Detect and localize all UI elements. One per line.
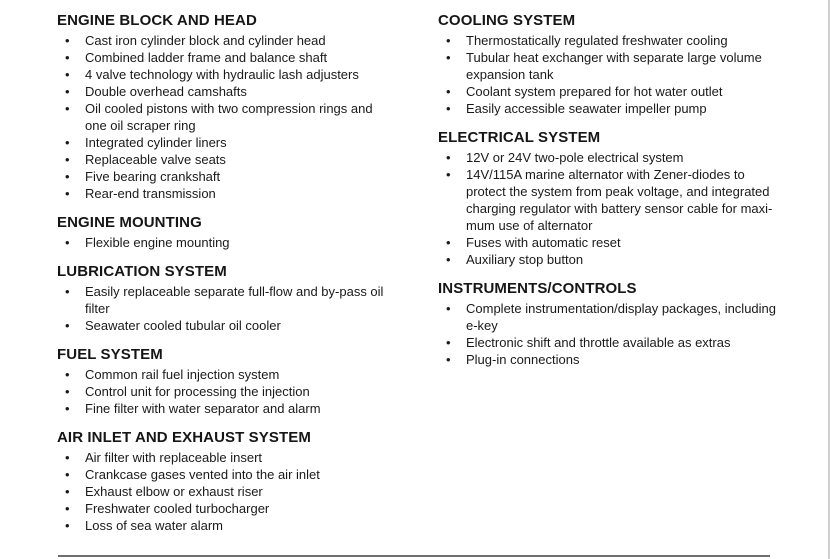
spec-item xyxy=(57,366,390,383)
spec-item-text: Control unit for processing the injection xyxy=(85,384,310,399)
bullet-icon: • xyxy=(446,235,451,250)
spec-item xyxy=(57,400,390,417)
bullet-icon: • xyxy=(65,484,70,499)
spec-item xyxy=(438,334,778,351)
spec-item-text: Thermostatically regulated freshwater cooling xyxy=(466,33,728,48)
bullet-icon: • xyxy=(65,367,70,382)
bullet-icon: • xyxy=(65,284,70,299)
spec-list xyxy=(57,366,390,417)
bullet-icon: • xyxy=(446,33,451,48)
spec-section xyxy=(57,429,390,534)
bullet-icon: • xyxy=(65,401,70,416)
bullet-icon: • xyxy=(65,50,70,65)
bullet-icon: • xyxy=(65,169,70,184)
spec-item xyxy=(438,234,778,251)
spec-item xyxy=(57,317,390,334)
section-title: ENGINE MOUNTING xyxy=(57,214,202,231)
bullet-icon: • xyxy=(446,150,451,165)
spec-item xyxy=(57,517,390,534)
spec-item-text: Double overhead camshafts xyxy=(85,84,247,99)
spec-item-text: 14V/115A marine alternator with Zener-diodes to protect the system from peak voltage, and integrated charging regulator with battery sensor cable for maximum use of alternator xyxy=(466,167,773,233)
bullet-icon: • xyxy=(65,101,70,116)
bullet-icon: • xyxy=(446,301,451,316)
spec-item xyxy=(57,151,390,168)
spec-item-text: Seawater cooled tubular oil cooler xyxy=(85,318,281,333)
spec-item xyxy=(57,49,390,66)
spec-section xyxy=(438,129,778,268)
spec-item xyxy=(57,283,390,317)
spec-list xyxy=(438,300,778,368)
spec-item-text: Cast iron cylinder block and cylinder head xyxy=(85,33,326,48)
bullet-icon: • xyxy=(446,167,451,182)
bullet-icon: • xyxy=(446,352,451,367)
spec-item-text: Easily replaceable separate full-flow and by-pass oil filter xyxy=(85,284,384,316)
bullet-icon: • xyxy=(65,67,70,82)
spec-item xyxy=(57,32,390,49)
bullet-icon: • xyxy=(65,384,70,399)
spec-item-text: Integrated cylinder liners xyxy=(85,135,227,150)
bottom-divider xyxy=(58,555,770,557)
spec-item xyxy=(438,251,778,268)
bullet-icon: • xyxy=(65,33,70,48)
bullet-icon: • xyxy=(65,135,70,150)
section-title: FUEL SYSTEM xyxy=(57,346,163,363)
spec-item xyxy=(57,100,390,134)
spec-item xyxy=(57,234,390,251)
spec-item xyxy=(438,100,778,117)
spec-list xyxy=(57,32,390,202)
spec-item xyxy=(438,32,778,49)
spec-item xyxy=(438,49,778,83)
spec-item-text: Common rail fuel injection system xyxy=(85,367,280,382)
section-title: COOLING SYSTEM xyxy=(438,12,576,29)
spec-item xyxy=(438,300,778,334)
spec-item-text: Rear-end transmission xyxy=(85,186,216,201)
section-title: ELECTRICAL SYSTEM xyxy=(438,129,601,146)
spec-list xyxy=(438,32,778,117)
spec-item-text: 12V or 24V two-pole electrical system xyxy=(466,150,684,165)
spec-item xyxy=(57,66,390,83)
bullet-icon: • xyxy=(65,318,70,333)
section-title: ENGINE BLOCK AND HEAD xyxy=(57,12,257,29)
spec-item xyxy=(57,185,390,202)
bullet-icon: • xyxy=(65,235,70,250)
spec-item xyxy=(438,83,778,100)
spec-item-text: Electronic shift and throttle available as extras xyxy=(466,335,731,350)
spec-section xyxy=(57,263,390,334)
bullet-icon: • xyxy=(65,84,70,99)
spec-item xyxy=(438,166,778,234)
spec-item xyxy=(57,483,390,500)
spec-item-text: Oil cooled pistons with two compression rings and one oil scraper ring xyxy=(85,101,373,133)
spec-item-text: Complete instrumentation/display packages, including e-key xyxy=(466,301,777,333)
spec-item-text: Fuses with automatic reset xyxy=(466,235,621,250)
spec-item-text: Air filter with replaceable insert xyxy=(85,450,263,465)
spec-item-text: Crankcase gases vented into the air inlet xyxy=(85,467,320,482)
bullet-icon: • xyxy=(65,152,70,167)
spec-item-text: Fine filter with water separator and alarm xyxy=(85,401,321,416)
right-column xyxy=(438,12,778,546)
section-title: AIR INLET AND EXHAUST SYSTEM xyxy=(57,429,311,446)
spec-item xyxy=(57,466,390,483)
spec-item xyxy=(57,449,390,466)
spec-item-text: Plug-in connections xyxy=(466,352,580,367)
spec-item xyxy=(438,149,778,166)
section-title: INSTRUMENTS/CONTROLS xyxy=(438,280,637,297)
spec-item xyxy=(57,83,390,100)
spec-item-text: Tubular heat exchanger with separate large volume expansion tank xyxy=(466,50,762,82)
bullet-icon: • xyxy=(65,467,70,482)
bullet-icon: • xyxy=(65,186,70,201)
spec-section xyxy=(57,214,390,251)
spec-item xyxy=(438,351,778,368)
bullet-icon: • xyxy=(446,84,451,99)
bullet-icon: • xyxy=(446,101,451,116)
bullet-icon: • xyxy=(65,518,70,533)
spec-section xyxy=(57,12,390,202)
spec-item-text: Flexible engine mounting xyxy=(85,235,230,250)
spec-item xyxy=(57,500,390,517)
left-column xyxy=(57,12,390,546)
spec-list xyxy=(438,149,778,268)
spec-item-text: Auxiliary stop button xyxy=(466,252,584,267)
section-title: LUBRICATION SYSTEM xyxy=(57,263,227,280)
bullet-icon: • xyxy=(65,450,70,465)
spec-list xyxy=(57,449,390,534)
spec-list xyxy=(57,234,390,251)
spec-list xyxy=(57,283,390,334)
bullet-icon: • xyxy=(446,335,451,350)
spec-item xyxy=(57,168,390,185)
spec-item-text: Freshwater cooled turbocharger xyxy=(85,501,270,516)
spec-section xyxy=(438,280,778,368)
spec-item xyxy=(57,134,390,151)
spec-item xyxy=(57,383,390,400)
spec-item-text: Five bearing crankshaft xyxy=(85,169,221,184)
spec-item-text: Coolant system prepared for hot water outlet xyxy=(466,84,723,99)
bullet-icon: • xyxy=(65,501,70,516)
bullet-icon: • xyxy=(446,50,451,65)
spec-item-text: Easily accessible seawater impeller pump xyxy=(466,101,707,116)
spec-item-text: Combined ladder frame and balance shaft xyxy=(85,50,328,65)
spec-section xyxy=(57,346,390,417)
spec-item-text: Replaceable valve seats xyxy=(85,152,226,167)
bullet-icon: • xyxy=(446,252,451,267)
spec-item-text: Exhaust elbow or exhaust riser xyxy=(85,484,263,499)
spec-item-text: 4 valve technology with hydraulic lash adjusters xyxy=(85,67,359,82)
spec-item-text: Loss of sea water alarm xyxy=(85,518,224,533)
spec-section xyxy=(438,12,778,117)
